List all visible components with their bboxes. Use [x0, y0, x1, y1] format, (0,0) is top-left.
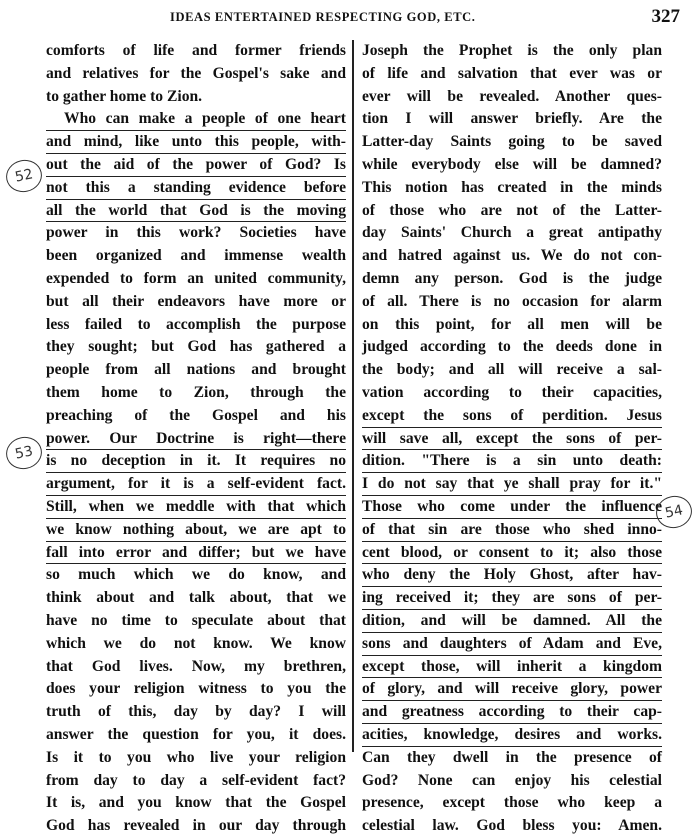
text-line: to gather home to Zion. — [46, 87, 203, 105]
underlined-line: power. Our Doctrine is right—there — [46, 428, 346, 451]
text-line: Latter-day Saints going to be saved — [362, 133, 662, 151]
running-head: IDEAS ENTERTAINED RESPECTING GOD, ETC. — [170, 10, 476, 24]
underlined-line: who deny the Holy Ghost, after hav- — [362, 564, 662, 587]
text-line: Is it to you who live your religion — [46, 748, 346, 766]
text-line: have no time to speculate about that — [46, 611, 346, 629]
text-line: does your religion witness to you the — [46, 680, 346, 698]
underlined-line: except the sons of perdition. Jesus — [362, 405, 662, 428]
text-line: from day to day a self-evident fact? — [46, 771, 346, 789]
underlined-line: dition, and will be damned. All the — [362, 610, 662, 633]
underlined-line: and mind, like unto this people, with- — [46, 131, 346, 154]
underlined-line: Who can make a people of one heart — [46, 108, 346, 131]
underlined-line: of glory, and will receive glory, power — [362, 678, 662, 701]
text-line: the body; and all will receive a sal- — [362, 361, 662, 379]
text-line: expended to form an united community, — [46, 269, 346, 287]
underlined-line: fall into error and differ; but we have — [46, 542, 346, 565]
text-line: God? None can enjoy his celestial — [362, 771, 662, 789]
text-line: This notion has created in the minds — [362, 178, 662, 196]
column-divider — [352, 40, 354, 752]
underlined-line: Those who come under the influence — [362, 496, 662, 519]
underlined-line: sons and daughters of Adam and Eve, — [362, 633, 662, 656]
text-line: truth of this, day by day? I will — [46, 703, 346, 721]
text-line: demn any person. God is the judge — [362, 269, 662, 287]
underlined-line: argument, for it is a self-evident fact. — [46, 473, 346, 496]
right-column — [362, 40, 662, 838]
text-line: but all their endeavors have more or — [46, 292, 346, 310]
text-line: vation according to their capacities, — [362, 383, 662, 401]
text-line: celestial law. God bless you: Amen. — [362, 817, 662, 835]
underlined-line: acities, knowledge, desires and works. — [362, 724, 662, 747]
text-line: of life and salvation that ever was or — [362, 64, 662, 82]
text-line: and hatred against us. We do not con- — [362, 247, 662, 265]
text-line: less failed to accomplish the purpose — [46, 315, 346, 333]
underlined-line: of that sin are those who shed inno- — [362, 519, 662, 542]
text-line: and relatives for the Gospel's sake and — [46, 64, 346, 82]
text-line: day Saints' Church a great antipathy — [362, 224, 662, 242]
text-line: think about and talk about, that we — [46, 589, 346, 607]
underlined-line: out the aid of the power of God? Is — [46, 154, 346, 177]
text-line: comforts of life and former friends — [46, 42, 346, 59]
underlined-line: dition. "There is a sin unto death: — [362, 450, 662, 473]
page-header — [40, 6, 680, 30]
underlined-line: Still, when we meddle with that which — [46, 496, 346, 519]
text-line: of those who are not of the Latter- — [362, 201, 662, 219]
text-line: on this point, for all men will be — [362, 315, 662, 333]
text-line: them home to Zion, through the — [46, 383, 346, 401]
margin-note-54: 54 — [653, 493, 695, 532]
page-number: 327 — [651, 6, 680, 27]
text-line: been organized and immense wealth — [46, 247, 346, 265]
text-line: so much which we do know, and — [46, 566, 346, 584]
text-line: It is, and you know that the Gospel — [46, 794, 346, 812]
text-line: which we do not know. We know — [46, 634, 346, 652]
text-line: power in this work? Societies have — [46, 224, 346, 242]
text-line: Can they dwell in the presence of — [362, 748, 662, 766]
text-line: that God lives. Now, my brethren, — [46, 657, 346, 675]
text-line: judged according to the deeds done in — [362, 338, 662, 356]
underlined-line: cent blood, or consent to it; also those — [362, 542, 662, 565]
margin-note-53: 53 — [3, 434, 45, 473]
text-line: people from all nations and brought — [46, 361, 346, 379]
text-line: God has revealed in our day through — [46, 817, 346, 835]
text-line: of all. There is no occasion for alarm — [362, 292, 662, 310]
text-line: preaching of the Gospel and his — [46, 406, 346, 424]
text-line: Joseph the Prophet is the only plan — [362, 42, 662, 59]
underlined-line: except those, will inherit a kingdom — [362, 656, 662, 679]
underlined-line: not this a standing evidence before — [46, 177, 346, 200]
text-line: presence, except those who keep a — [362, 794, 662, 812]
text-line: tion I will answer briefly. Are the — [362, 110, 662, 128]
margin-note-52: 52 — [3, 157, 45, 196]
underlined-line: we know nothing about, we are apt to — [46, 519, 346, 542]
text-line: ever will be revealed. Another ques- — [362, 87, 662, 105]
left-column — [46, 40, 346, 838]
text-line: answer the question for you, it does. — [46, 725, 346, 743]
text-line: while everybody else will be damned? — [362, 155, 662, 173]
underlined-line: I do not say that ye shall pray for it." — [362, 473, 662, 496]
underlined-line: and greatness according to their cap- — [362, 701, 662, 724]
text-line: they sought; but God has gathered a — [46, 338, 346, 356]
underlined-line: all the world that God is the moving — [46, 200, 346, 223]
underlined-line: ing received it; they are sons of per- — [362, 587, 662, 610]
underlined-line: will save all, except the sons of per- — [362, 428, 662, 451]
underlined-line: is no deception in it. It requires no — [46, 450, 346, 473]
